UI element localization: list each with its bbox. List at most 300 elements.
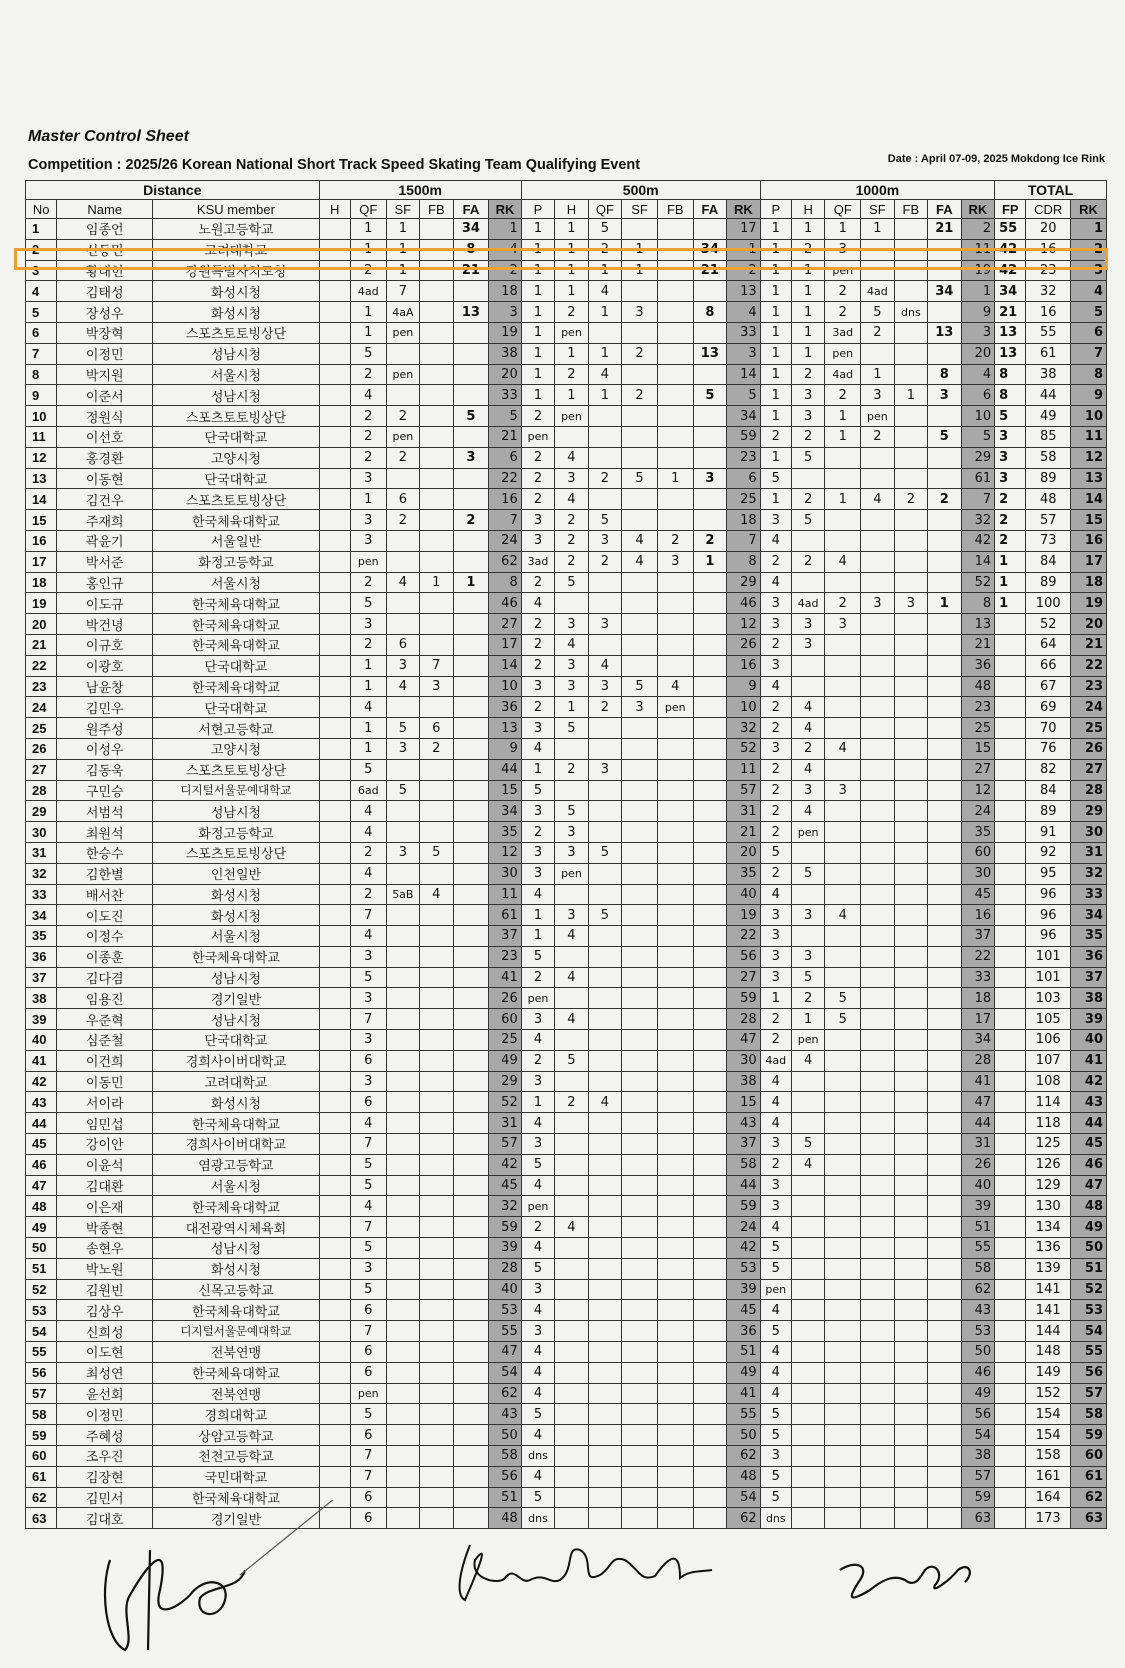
cell-500-sf — [622, 1446, 658, 1467]
cell-ksu: 스포츠토토빙상단 — [153, 759, 319, 780]
cell-1500-fa — [453, 1050, 489, 1071]
cell-500-h: 1 — [555, 281, 588, 302]
cell-1500-qf: 4 — [350, 1113, 386, 1134]
cell-500-p: 1 — [521, 343, 554, 364]
cell-500-fa — [693, 1092, 726, 1113]
cell-500-fb — [657, 302, 693, 323]
cell-name: 이정민 — [57, 343, 153, 364]
cell-500-p: 3 — [521, 1071, 554, 1092]
cell-total-rk: 12 — [1071, 447, 1107, 468]
cell-1500-rk: 10 — [489, 676, 521, 697]
cell-500-h: 4 — [555, 1009, 588, 1030]
cell-1000-fa — [928, 1154, 961, 1175]
cell-1500-qf: 3 — [350, 1258, 386, 1279]
cell-500-fb: pen — [657, 697, 693, 718]
cell-500-fb — [657, 1446, 693, 1467]
cell-fp: 3 — [995, 447, 1026, 468]
cell-1000-h — [791, 676, 824, 697]
cell-1500-qf: 2 — [350, 260, 386, 281]
cell-1500-fb — [420, 551, 453, 572]
cell-500-fb — [657, 385, 693, 406]
cell-fp: 2 — [995, 530, 1026, 551]
cell-fp — [995, 1092, 1026, 1113]
cell-500-fa — [693, 676, 726, 697]
cell-1000-fb — [894, 1154, 927, 1175]
cell-ksu: 서울시청 — [153, 1175, 319, 1196]
cell-name: 이도현 — [57, 1342, 153, 1363]
cell-500-p: 1 — [521, 322, 554, 343]
cell-cdr: 108 — [1026, 1071, 1071, 1092]
cell-1500-rk: 34 — [489, 801, 521, 822]
cell-1500-sf — [386, 967, 419, 988]
cell-500-qf — [588, 822, 621, 843]
cell-1000-h: 5 — [791, 447, 824, 468]
cell-1000-fa — [928, 676, 961, 697]
cell-1500-sf — [386, 468, 419, 489]
cell-name: 한승수 — [57, 842, 153, 863]
cell-1000-fb — [894, 738, 927, 759]
cell-ksu: 서울시청 — [153, 364, 319, 385]
cell-1000-fb — [894, 884, 927, 905]
cell-1000-p: 1 — [760, 447, 791, 468]
cell-1000-rk: 29 — [961, 447, 995, 468]
cell-1000-sf — [861, 967, 894, 988]
cell-500-fa — [693, 1404, 726, 1425]
cell-cdr: 101 — [1026, 967, 1071, 988]
cell-500-sf — [622, 489, 658, 510]
cell-1500-fa — [453, 343, 489, 364]
cell-1500-sf — [386, 551, 419, 572]
cell-500-fb — [657, 780, 693, 801]
cell-total-rk: 56 — [1071, 1362, 1107, 1383]
cell-ksu: 화성시청 — [153, 302, 319, 323]
cell-cdr: 96 — [1026, 926, 1071, 947]
cell-500-p: pen — [521, 1196, 554, 1217]
cell-1500-sf: pen — [386, 426, 419, 447]
cell-500-rk: 40 — [727, 884, 761, 905]
cell-fp — [995, 1279, 1026, 1300]
cell-1500-fb: 3 — [420, 676, 453, 697]
cell-1000-h: 5 — [791, 1134, 824, 1155]
cell-500-qf — [588, 1196, 621, 1217]
cell-1500-sf — [386, 1362, 419, 1383]
cell-500-fa — [693, 905, 726, 926]
cell-500-fa — [693, 634, 726, 655]
cell-500-sf — [622, 884, 658, 905]
col-500-fb: FB — [657, 200, 693, 219]
cell-1500-sf — [386, 1446, 419, 1467]
cell-1000-fa — [928, 988, 961, 1009]
cell-1500-fb — [420, 988, 453, 1009]
cell-500-rk: 42 — [727, 1238, 761, 1259]
cell-no: 18 — [26, 572, 57, 593]
cell-500-p: 1 — [521, 302, 554, 323]
cell-ksu: 성남시청 — [153, 801, 319, 822]
cell-500-p: 5 — [521, 946, 554, 967]
table-row — [26, 1362, 1107, 1383]
cell-1000-sf — [861, 1092, 894, 1113]
cell-1000-fb — [894, 1092, 927, 1113]
cell-total-rk: 3 — [1071, 260, 1107, 281]
cell-total-rk: 58 — [1071, 1404, 1107, 1425]
cell-1000-h — [791, 884, 824, 905]
cell-1000-rk: 13 — [961, 614, 995, 635]
cell-cdr: 82 — [1026, 759, 1071, 780]
table-row — [26, 530, 1107, 551]
cell-1500-h — [319, 302, 350, 323]
cell-total-rk: 23 — [1071, 676, 1107, 697]
cell-1000-sf: 2 — [861, 322, 894, 343]
cell-1000-rk: 37 — [961, 926, 995, 947]
cell-name: 심준철 — [57, 1030, 153, 1051]
cell-1000-h: 1 — [791, 219, 824, 240]
cell-1000-sf — [861, 1050, 894, 1071]
cell-1000-p: 4 — [760, 1071, 791, 1092]
cell-1000-h: 4 — [791, 1154, 824, 1175]
cell-500-qf: 5 — [588, 842, 621, 863]
cell-500-fb — [657, 1279, 693, 1300]
cell-500-sf: 3 — [622, 697, 658, 718]
header-total: TOTAL — [995, 181, 1107, 200]
cell-500-h — [555, 988, 588, 1009]
table-row — [26, 884, 1107, 905]
cell-1500-rk: 11 — [489, 884, 521, 905]
cell-1500-fb — [420, 1238, 453, 1259]
cell-total-rk: 8 — [1071, 364, 1107, 385]
cell-1000-rk: 41 — [961, 1071, 995, 1092]
cell-1000-h — [791, 1217, 824, 1238]
cell-1500-fb — [420, 447, 453, 468]
cell-500-sf: 2 — [622, 385, 658, 406]
cell-1000-p: 5 — [760, 1321, 791, 1342]
cell-1000-rk: 1 — [961, 281, 995, 302]
cell-500-sf: 4 — [622, 530, 658, 551]
cell-1000-qf — [825, 718, 861, 739]
cell-500-p: 2 — [521, 1217, 554, 1238]
cell-1000-rk: 14 — [961, 551, 995, 572]
cell-cdr: 66 — [1026, 655, 1071, 676]
cell-500-fb — [657, 967, 693, 988]
cell-500-qf — [588, 1425, 621, 1446]
cell-1000-p: 2 — [760, 1154, 791, 1175]
cell-1000-h: 1 — [791, 302, 824, 323]
cell-1000-h: 1 — [791, 281, 824, 302]
cell-1000-fa — [928, 614, 961, 635]
cell-total-rk: 43 — [1071, 1092, 1107, 1113]
cell-1000-sf — [861, 1383, 894, 1404]
cell-name: 홍인규 — [57, 572, 153, 593]
cell-500-h — [555, 1030, 588, 1051]
cell-1000-p: 5 — [760, 1258, 791, 1279]
cell-1000-fb — [894, 759, 927, 780]
cell-name: 박종현 — [57, 1217, 153, 1238]
cell-cdr: 91 — [1026, 822, 1071, 843]
cell-500-h — [555, 1071, 588, 1092]
cell-name: 장성우 — [57, 302, 153, 323]
cell-ksu: 화성시청 — [153, 1258, 319, 1279]
cell-1000-h: 2 — [791, 489, 824, 510]
cell-1500-h — [319, 447, 350, 468]
cell-fp — [995, 801, 1026, 822]
cell-fp — [995, 1321, 1026, 1342]
cell-500-h — [555, 1196, 588, 1217]
cell-1000-p: 5 — [760, 1487, 791, 1508]
cell-1000-fb — [894, 1113, 927, 1134]
cell-500-qf — [588, 1050, 621, 1071]
cell-500-p: pen — [521, 426, 554, 447]
cell-no: 4 — [26, 281, 57, 302]
cell-cdr: 154 — [1026, 1404, 1071, 1425]
cell-500-fa: 5 — [693, 385, 726, 406]
cell-total-rk: 57 — [1071, 1383, 1107, 1404]
cell-1500-h — [319, 385, 350, 406]
cell-1500-rk: 50 — [489, 1425, 521, 1446]
cell-no: 37 — [26, 967, 57, 988]
cell-1000-fb: 2 — [894, 489, 927, 510]
cell-500-fb — [657, 1466, 693, 1487]
cell-name: 김동욱 — [57, 759, 153, 780]
cell-500-sf — [622, 1342, 658, 1363]
table-row — [26, 718, 1107, 739]
cell-1500-qf: 6 — [350, 1508, 386, 1529]
cell-1500-h — [319, 676, 350, 697]
cell-500-qf — [588, 1466, 621, 1487]
cell-500-sf — [622, 801, 658, 822]
cell-1500-h — [319, 1050, 350, 1071]
cell-1500-fa — [453, 1404, 489, 1425]
cell-1000-fb — [894, 801, 927, 822]
cell-500-fa — [693, 572, 726, 593]
cell-fp: 21 — [995, 302, 1026, 323]
cell-1000-fa — [928, 530, 961, 551]
cell-1500-qf: 4 — [350, 863, 386, 884]
cell-500-qf: 3 — [588, 530, 621, 551]
cell-500-p: 3 — [521, 676, 554, 697]
cell-500-qf — [588, 926, 621, 947]
cell-ksu: 화정고등학교 — [153, 822, 319, 843]
cell-1500-fb — [420, 385, 453, 406]
cell-1000-sf — [861, 1342, 894, 1363]
cell-1500-qf: 3 — [350, 946, 386, 967]
cell-1500-sf — [386, 614, 419, 635]
cell-1000-fb — [894, 1425, 927, 1446]
cell-1500-rk: 3 — [489, 302, 521, 323]
cell-1500-qf: 1 — [350, 738, 386, 759]
cell-name: 곽윤기 — [57, 530, 153, 551]
cell-no: 6 — [26, 322, 57, 343]
cell-1000-p: 3 — [760, 967, 791, 988]
cell-500-p: 4 — [521, 1425, 554, 1446]
cell-1500-rk: 51 — [489, 1487, 521, 1508]
cell-name: 이도진 — [57, 905, 153, 926]
cell-1500-sf — [386, 1134, 419, 1155]
cell-1500-fb: 4 — [420, 884, 453, 905]
cell-1500-h — [319, 239, 350, 260]
cell-name: 임종언 — [57, 219, 153, 240]
cell-1000-h: 4ad — [791, 593, 824, 614]
cell-500-h — [555, 1383, 588, 1404]
cell-name: 조우진 — [57, 1446, 153, 1467]
cell-500-p: 4 — [521, 1175, 554, 1196]
cell-name: 윤선회 — [57, 1383, 153, 1404]
cell-500-sf — [622, 946, 658, 967]
cell-500-sf — [622, 219, 658, 240]
cell-total-rk: 48 — [1071, 1196, 1107, 1217]
cell-1000-qf — [825, 1279, 861, 1300]
cell-1000-qf — [825, 926, 861, 947]
cell-1000-sf — [861, 842, 894, 863]
cell-1000-rk: 11 — [961, 239, 995, 260]
cell-500-p: 3 — [521, 1009, 554, 1030]
table-row — [26, 634, 1107, 655]
cell-1500-sf — [386, 1154, 419, 1175]
cell-cdr: 48 — [1026, 489, 1071, 510]
cell-1500-qf: 1 — [350, 322, 386, 343]
cell-1000-qf — [825, 1466, 861, 1487]
cell-1500-sf: 3 — [386, 655, 419, 676]
cell-500-rk: 52 — [727, 738, 761, 759]
cell-1500-sf — [386, 863, 419, 884]
cell-cdr: 125 — [1026, 1134, 1071, 1155]
cell-1000-sf: 3 — [861, 385, 894, 406]
cell-1500-fb — [420, 780, 453, 801]
cell-1500-qf: 6 — [350, 1342, 386, 1363]
cell-500-p: 3 — [521, 510, 554, 531]
cell-1000-qf — [825, 655, 861, 676]
cell-no: 17 — [26, 551, 57, 572]
cell-500-rk: 59 — [727, 988, 761, 1009]
cell-1000-fa — [928, 780, 961, 801]
cell-500-p: 4 — [521, 1342, 554, 1363]
cell-500-fa: 21 — [693, 260, 726, 281]
cell-1500-rk: 25 — [489, 1030, 521, 1051]
cell-1500-fa — [453, 551, 489, 572]
cell-no: 43 — [26, 1092, 57, 1113]
cell-1500-rk: 12 — [489, 842, 521, 863]
cell-1500-rk: 13 — [489, 718, 521, 739]
table-row — [26, 1425, 1107, 1446]
cell-500-fb — [657, 343, 693, 364]
cell-1000-p: 2 — [760, 801, 791, 822]
cell-1500-sf: 5 — [386, 718, 419, 739]
cell-1000-rk: 63 — [961, 1508, 995, 1529]
cell-1000-fb — [894, 1446, 927, 1467]
cell-cdr: 144 — [1026, 1321, 1071, 1342]
cell-500-h: 4 — [555, 634, 588, 655]
cell-no: 48 — [26, 1196, 57, 1217]
cell-500-rk: 13 — [727, 281, 761, 302]
table-row — [26, 1466, 1107, 1487]
cell-ksu: 경기일반 — [153, 988, 319, 1009]
cell-1000-sf — [861, 634, 894, 655]
cell-cdr: 100 — [1026, 593, 1071, 614]
cell-1000-h: 2 — [791, 551, 824, 572]
cell-ksu: 화성시청 — [153, 281, 319, 302]
cell-1500-fb — [420, 1196, 453, 1217]
cell-1000-rk: 43 — [961, 1300, 995, 1321]
cell-1000-rk: 45 — [961, 884, 995, 905]
cell-500-fa — [693, 1071, 726, 1092]
cell-500-qf — [588, 1175, 621, 1196]
cell-name: 주재희 — [57, 510, 153, 531]
cell-1000-fb — [894, 1071, 927, 1092]
cell-1000-h: 2 — [791, 988, 824, 1009]
cell-500-h: 3 — [555, 842, 588, 863]
cell-name: 황대헌 — [57, 260, 153, 281]
cell-500-h — [555, 946, 588, 967]
cell-total-rk: 27 — [1071, 759, 1107, 780]
cell-1000-rk: 56 — [961, 1404, 995, 1425]
cell-1500-h — [319, 219, 350, 240]
cell-1000-fb: 3 — [894, 593, 927, 614]
cell-no: 31 — [26, 842, 57, 863]
cell-500-rk: 48 — [727, 1466, 761, 1487]
cell-1500-qf: 3 — [350, 468, 386, 489]
cell-500-rk: 51 — [727, 1342, 761, 1363]
cell-total-rk: 36 — [1071, 946, 1107, 967]
cell-fp — [995, 988, 1026, 1009]
cell-1500-fa: 8 — [453, 239, 489, 260]
cell-1000-h: 4 — [791, 697, 824, 718]
cell-500-sf — [622, 1009, 658, 1030]
cell-ksu: 한국체육대학교 — [153, 614, 319, 635]
cell-no: 44 — [26, 1113, 57, 1134]
cell-total-rk: 26 — [1071, 738, 1107, 759]
cell-1000-h: 3 — [791, 946, 824, 967]
table-row — [26, 1009, 1107, 1030]
cell-1500-rk: 17 — [489, 634, 521, 655]
cell-1500-qf: pen — [350, 551, 386, 572]
cell-total-rk: 11 — [1071, 426, 1107, 447]
cell-1500-qf: 1 — [350, 676, 386, 697]
cell-1000-qf — [825, 1425, 861, 1446]
cell-500-qf: 1 — [588, 260, 621, 281]
cell-total-rk: 61 — [1071, 1466, 1107, 1487]
cell-1000-h: 2 — [791, 738, 824, 759]
cell-1000-p: 1 — [760, 302, 791, 323]
cell-500-rk: 27 — [727, 967, 761, 988]
table-row — [26, 1175, 1107, 1196]
cell-500-rk: 47 — [727, 1030, 761, 1051]
cell-500-p: 3 — [521, 1321, 554, 1342]
cell-500-sf — [622, 1238, 658, 1259]
cell-1000-sf — [861, 1362, 894, 1383]
cell-500-rk: 32 — [727, 718, 761, 739]
cell-1500-rk: 59 — [489, 1217, 521, 1238]
cell-1500-h — [319, 1300, 350, 1321]
cell-500-fb — [657, 426, 693, 447]
cell-1000-h: 5 — [791, 967, 824, 988]
cell-1000-qf — [825, 1446, 861, 1467]
cell-500-p: 5 — [521, 1154, 554, 1175]
cell-cdr: 89 — [1026, 468, 1071, 489]
cell-total-rk: 38 — [1071, 988, 1107, 1009]
cell-1000-qf: 5 — [825, 1009, 861, 1030]
cell-500-h — [555, 1154, 588, 1175]
cell-500-sf — [622, 1425, 658, 1446]
cell-1000-p: 5 — [760, 842, 791, 863]
cell-total-rk: 21 — [1071, 634, 1107, 655]
cell-500-h: 1 — [555, 697, 588, 718]
cell-ksu: 한국체육대학교 — [153, 634, 319, 655]
cell-total-rk: 47 — [1071, 1175, 1107, 1196]
cell-500-fb — [657, 1404, 693, 1425]
cell-1500-rk: 61 — [489, 905, 521, 926]
cell-500-fa: 13 — [693, 343, 726, 364]
cell-1500-h — [319, 801, 350, 822]
cell-500-fa: 2 — [693, 530, 726, 551]
cell-fp — [995, 967, 1026, 988]
